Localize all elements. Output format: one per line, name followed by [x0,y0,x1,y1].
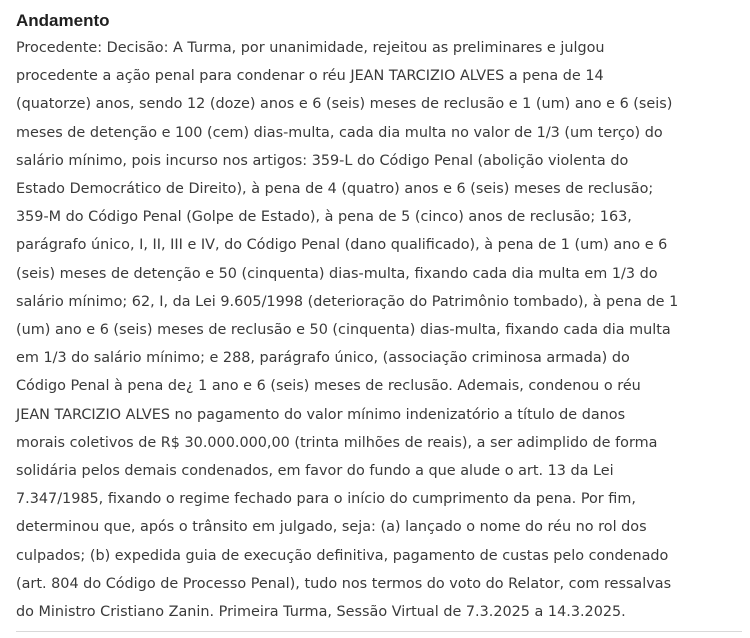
decision-text-line: (seis) meses de detenção e 50 (cinquenta) dias-multa, fixando cada dia multa em 1/3 do [16,265,658,282]
decision-text-line: Estado Democrático de Direito), à pena de 4 (quatro) anos e 6 (seis) meses de reclusão; [16,181,654,198]
decision-text-line: parágrafo único, I, II, III e IV, do Código Penal (dano qualificado), à pena de 1 (um) ano e 6 [16,237,668,254]
decision-text-line: em 1/3 do salário mínimo; e 288, parágrafo único, (associação criminosa armada) do [16,350,630,367]
decision-text-line: meses de detenção e 100 (cem) dias-multa, cada dia multa no valor de 1/3 (um terço) do [16,124,663,141]
decision-text-line: 7.347/1985, fixando o regime fechado para o início do cumprimento da pena. Por fim, [16,491,636,508]
decision-text-line: (um) ano e 6 (seis) meses de reclusão e 50 (cinquenta) dias-multa, fixando cada dia multa [16,322,671,339]
decision-text-line: Procedente: Decisão: A Turma, por unanimidade, rejeitou as preliminares e julgou [16,40,605,56]
decision-text-line: JEAN TARCIZIO ALVES no pagamento do valor mínimo indenizatório a título de danos [16,406,626,423]
section-heading: Andamento [16,11,110,30]
decision-text [16,34,730,626]
decision-text-line: (art. 804 do Código de Processo Penal), tudo nos termos do voto do Relator, com ressalvas [16,575,672,592]
decision-text-line: morais coletivos de R$ 30.000.000,00 (trinta milhões de reais), a ser adimplido de forma [16,434,658,451]
decision-text-line: do Ministro Cristiano Zanin. Primeira Turma, Sessão Virtual de 7.3.2025 a 14.3.2025. [16,604,626,621]
section-divider [16,631,742,632]
decision-text-line: 359-M do Código Penal (Golpe de Estado), à pena de 5 (cinco) anos de reclusão; 163, [16,209,632,226]
decision-text-line: salário mínimo, pois incurso nos artigos: 359-L do Código Penal (abolição violenta do [16,152,629,169]
decision-text-line: procedente a ação penal para condenar o réu JEAN TARCIZIO ALVES a pena de 14 [16,68,604,85]
decision-text-line: determinou que, após o trânsito em julgado, seja: (a) lançado o nome do réu no rol dos [16,519,647,536]
decision-text-line: (quatorze) anos, sendo 12 (doze) anos e 6 (seis) meses de reclusão e 1 (um) ano e 6 (seis) [16,96,673,113]
decision-text-line: salário mínimo; 62, I, da Lei 9.605/1998 (deterioração do Patrimônio tombado), à pena de 1 [16,293,679,310]
decision-text-line: culpados; (b) expedida guia de execução definitiva, pagamento de custas pelo condenado [16,547,669,564]
decision-text-line: Código Penal à pena de¿ 1 ano e 6 (seis) meses de reclusão. Ademais, condenou o réu [16,378,641,395]
decision-text-line: solidária pelos demais condenados, em favor do fundo a que alude o art. 13 da Lei [16,463,614,480]
